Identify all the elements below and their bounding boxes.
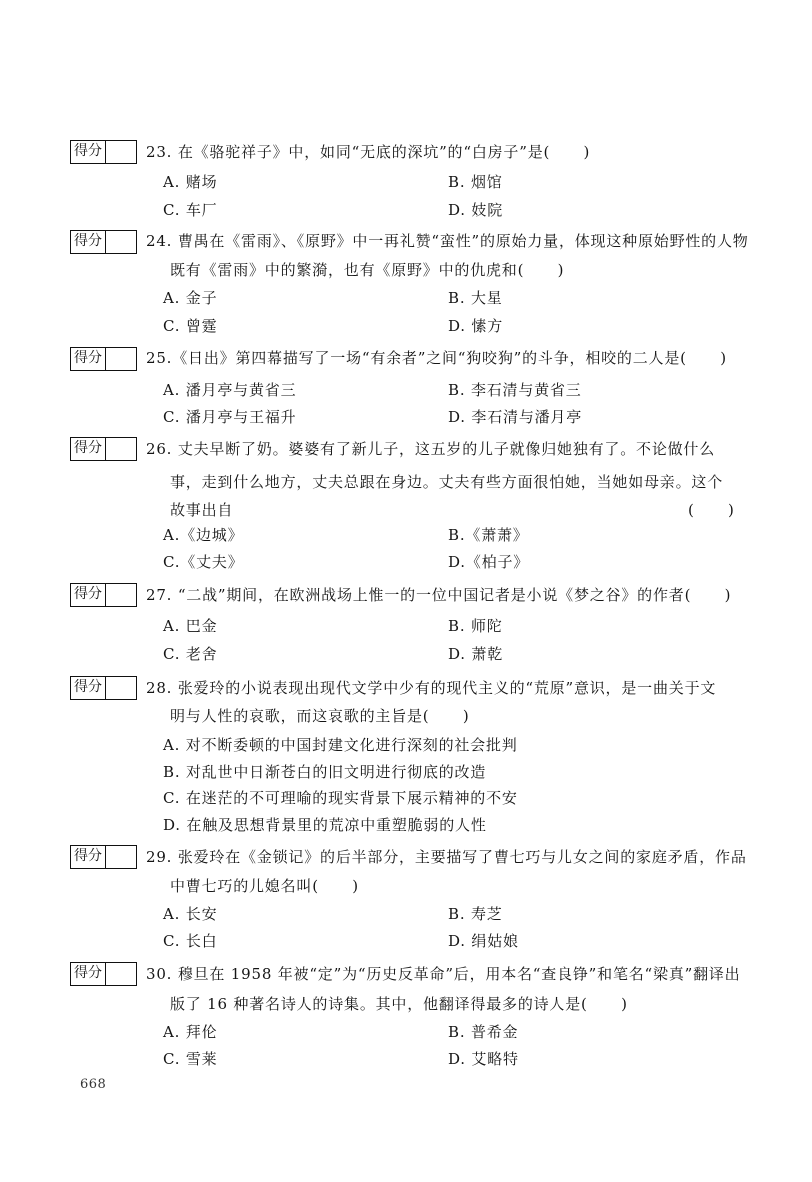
- score-cell: [106, 963, 136, 985]
- option-c: C.《丈夫》: [163, 553, 244, 571]
- option-c: C. 潘月亭与王福升: [163, 408, 297, 426]
- score-label: 得分: [71, 677, 106, 699]
- score-label: 得分: [71, 141, 106, 163]
- option-d: D. 绢姑娘: [448, 932, 519, 950]
- score-box: [70, 347, 137, 371]
- option-c: C. 车厂: [163, 201, 218, 219]
- score-box: [70, 583, 137, 607]
- question-27: [0, 583, 812, 663]
- question-stem-line: 27. “二战”期间，在欧洲战场上惟一的一位中国记者是小说《梦之谷》的作者( ): [146, 586, 732, 604]
- score-label: 得分: [71, 584, 106, 606]
- option-c: C. 曾霆: [163, 317, 218, 335]
- answer-blank: ( ): [688, 501, 735, 519]
- option-a: A. 赌场: [163, 173, 218, 191]
- option-b: B. 师陀: [448, 617, 503, 635]
- option-b: B. 李石清与黄省三: [448, 381, 582, 399]
- question-28: [0, 676, 812, 834]
- option-a: A. 长安: [163, 905, 218, 923]
- score-cell: [106, 438, 136, 460]
- option-a: A.《边城》: [163, 526, 244, 544]
- score-box: [70, 845, 137, 869]
- option-a: A. 金子: [163, 289, 218, 307]
- score-cell: [106, 584, 136, 606]
- score-label: 得分: [71, 231, 106, 253]
- score-cell: [106, 846, 136, 868]
- question-29: [0, 845, 812, 950]
- question-stem-line: 事，走到什么地方，丈夫总跟在身边。丈夫有些方面很怕她，当她如母亲。这个: [170, 473, 724, 491]
- option-c: C. 长白: [163, 932, 218, 950]
- question-stem-line: 30. 穆旦在 1958 年被“定”为“历史反革命”后，用本名“查良铮”和笔名“梁真”翻译出: [146, 965, 741, 983]
- option-b: B. 普希金: [448, 1023, 519, 1041]
- score-label: 得分: [71, 348, 106, 370]
- question-stem-line: 既有《雷雨》中的繁漪，也有《原野》中的仇虎和( ): [170, 261, 565, 279]
- question-25: [0, 347, 812, 426]
- option-d: D.《柏子》: [448, 553, 530, 571]
- score-box: [70, 230, 137, 254]
- option-c: C. 在迷茫的不可理喻的现实背景下展示精神的不安: [163, 789, 518, 807]
- score-box: [70, 962, 137, 986]
- option-b: B. 烟馆: [448, 173, 503, 191]
- score-box: [70, 676, 137, 700]
- option-a: A. 拜伦: [163, 1023, 218, 1041]
- question-24: [0, 230, 812, 335]
- score-box: [70, 140, 137, 164]
- option-c: C. 雪莱: [163, 1050, 218, 1068]
- option-b: B. 对乱世中日渐苍白的旧文明进行彻底的改造: [163, 763, 487, 781]
- option-d: D. 妓院: [448, 201, 504, 219]
- question-stem-line: 26. 丈夫早断了奶。婆婆有了新儿子，这五岁的儿子就像归她独有了。不论做什么: [146, 440, 716, 458]
- option-d: D. 在触及思想背景里的荒凉中重塑脆弱的人性: [163, 816, 487, 834]
- option-d: D. 艾略特: [448, 1050, 519, 1068]
- option-d: D. 萧乾: [448, 645, 504, 663]
- option-a: A. 对不断委顿的中国封建文化进行深刻的社会批判: [163, 736, 518, 754]
- score-label: 得分: [71, 846, 106, 868]
- option-b: B. 寿芝: [448, 905, 503, 923]
- option-d: D. 愫方: [448, 317, 504, 335]
- option-b: B. 大星: [448, 289, 503, 307]
- score-box: [70, 437, 137, 461]
- question-stem-line: 23. 在《骆驼祥子》中，如同“无底的深坑”的“白房子”是( ): [146, 143, 591, 161]
- option-a: A. 巴金: [163, 617, 218, 635]
- score-cell: [106, 141, 136, 163]
- option-a: A. 潘月亭与黄省三: [163, 381, 297, 399]
- question-stem-line: 29. 张爱玲在《金锁记》的后半部分，主要描写了曹七巧与儿女之间的家庭矛盾，作品: [146, 848, 747, 866]
- option-b: B.《萧萧》: [448, 526, 529, 544]
- question-stem-line: 版了 16 种著名诗人的诗集。其中，他翻译得最多的诗人是( ): [170, 995, 628, 1013]
- question-stem-line: 明与人性的哀歌，而这哀歌的主旨是( ): [170, 707, 470, 725]
- question-stem-line: 中曹七巧的儿媳名叫( ): [170, 877, 359, 895]
- question-30: [0, 962, 812, 1068]
- score-cell: [106, 231, 136, 253]
- question-23: [0, 140, 812, 219]
- score-label: 得分: [71, 963, 106, 985]
- question-stem-line: 25.《日出》第四幕描写了一场“有余者”之间“狗咬狗”的斗争，相咬的二人是( ): [146, 349, 727, 367]
- score-cell: [106, 677, 136, 699]
- question-stem-line: 故事出自: [170, 501, 234, 519]
- option-d: D. 李石清与潘月亭: [448, 408, 583, 426]
- option-c: C. 老舍: [163, 645, 218, 663]
- question-stem-line: 24. 曹禺在《雷雨》、《原野》中一再礼赞“蛮性”的原始力量，体现这种原始野性的人物: [146, 232, 749, 250]
- score-label: 得分: [71, 438, 106, 460]
- page-number: 668: [80, 1077, 107, 1092]
- question-26: [0, 437, 812, 571]
- score-cell: [106, 348, 136, 370]
- question-stem-line: 28. 张爱玲的小说表现出现代文学中少有的现代主义的“荒原”意识，是一曲关于文: [146, 679, 717, 697]
